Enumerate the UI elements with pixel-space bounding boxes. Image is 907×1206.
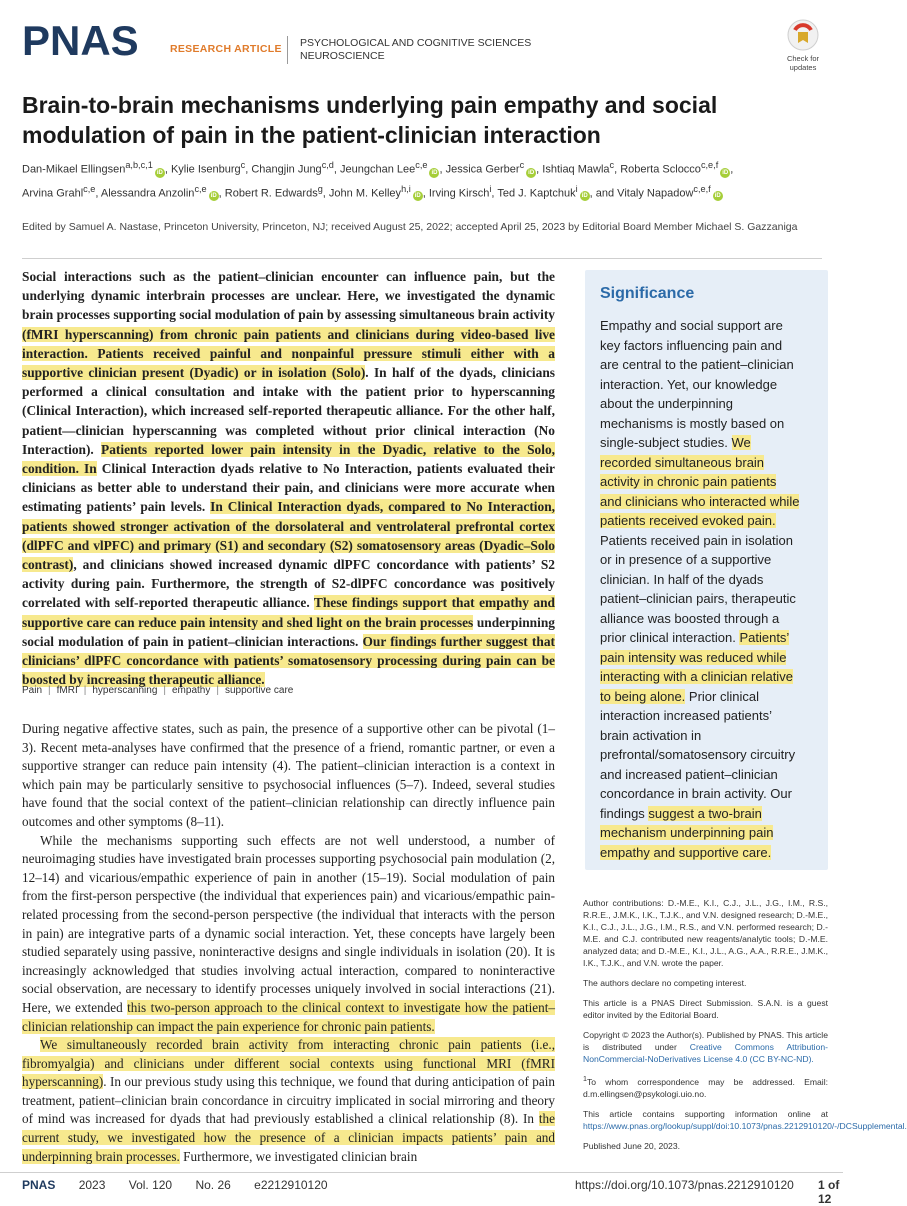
body-highlight: the current study, we investigated how the presence of a clinician impacts patients’ pain and underpinning brain processes. (22, 1111, 555, 1164)
orcid-icon[interactable]: iD (431, 169, 438, 176)
editor-info: Edited by Samuel A. Nastase, Princeton University, Princeton, NJ; received August 25, 2022; accepted April 25, 2023 by Editorial Board Member Michael S. Gazzaniga (22, 221, 798, 233)
footer-volume: Vol. 120 (128, 1178, 173, 1192)
significance-text (600, 316, 800, 862)
affiliation-marks: a,b,c,1 (125, 160, 153, 170)
abstract-highlight: In Clinical Interaction dyads, compared to No Interaction, patients showed stronger activation of the dorsolateral and ventrolateral prefrontal cortex (dlPFC and vlPFC) and primary (S1) and secondary (S2) somatosensory areas (Dyadic–Solo contrast) (22, 499, 555, 573)
keyword[interactable]: empathy (172, 685, 211, 696)
keyword[interactable]: hyperscanning (92, 685, 158, 696)
author-name[interactable]: , Ishtiaq Mawla (536, 163, 610, 176)
body-highlight: We simultaneously recorded brain activity from interacting chronic pain patients (i.e., fibromyalgia) and clinicians under different social contexts using functional MRI (fMRI hyperscanning) (22, 1037, 555, 1090)
abstract-highlight: These findings support that empathy and supportive care can reduce pain intensity and shed light on the brain processes (22, 595, 555, 630)
author-name[interactable]: , Changjin Jung (245, 163, 322, 176)
affiliation-marks: c,e,f (700, 160, 719, 170)
article-title (22, 90, 822, 150)
affiliation-marks: i (575, 183, 578, 194)
supporting-info (583, 1108, 907, 1132)
significance-highlight: suggest a two-brain mechanism underpinning pain empathy and supportive care. (600, 805, 774, 860)
published-date: Published June 20, 2023. (583, 1140, 680, 1151)
affiliation-marks: h,i (401, 183, 411, 194)
header-rule (22, 258, 822, 259)
article-type: RESEARCH ARTICLE (170, 43, 282, 55)
submission-note: This article is a PNAS Direct Submission. S.A.N. is a guest editor invited by the Editorial Board. (583, 998, 828, 1020)
abstract-highlight: (fMRI hyperscanning) from chronic pain patients and clinicians during video-based live interaction. Patients received painful and nonpainful pressure stimuli either with a supportive clinician present (Dyadic) or in isolation (Solo) (22, 326, 555, 381)
author-name[interactable]: , Kylie Isenburg (164, 163, 241, 176)
orcid-icon[interactable]: iD (714, 193, 721, 200)
header-divider (287, 36, 288, 64)
author-name[interactable]: , and Vitaly Napadow (589, 187, 694, 200)
supporting-info-text: This article contains supporting information online at (583, 1108, 828, 1119)
journal-logo: PNAS (22, 17, 139, 64)
abstract-text: Clinical Interaction dyads relative to No Interaction, patients evaluated their clinicians as better able to understand their pain, and clinicians were more accurate when estimating patients’ pain levels. (22, 461, 556, 515)
orcid-icon[interactable]: iD (528, 169, 535, 176)
check-for-updates-button[interactable] (782, 18, 824, 72)
significance-highlight: We recorded simultaneous brain activity in chronic pain patients and clinicians who interacted while patients received evoked pain. (600, 435, 800, 528)
abstract (22, 267, 555, 689)
correspondence-text: To whom correspondence may be addressed. Email: d.m.ellingsen@psykologi.uio.no. (583, 1076, 828, 1099)
subject-categories (300, 37, 531, 63)
page-footer (22, 1178, 842, 1206)
paragraph: During negative affective states, such as pain, the presence of a supportive other can be pivotal (1–3). Recent meta-analyses have confirmed that the presence of a friend, romantic partner, or even a supportive stranger can reduce pain intensity (4). The patient–clinician interaction is a context in which pain may be particularly sensitive to psychosocial influences (5–7). Indeed, several studies have found that the social context of the patient–clinician relationship can directly influence pain outcomes and other symptoms (8–11). (22, 721, 555, 829)
body-text (22, 720, 555, 1166)
author-name[interactable]: Dan-Mikael Ellingsen (22, 163, 126, 176)
affiliation-marks: c (609, 160, 615, 170)
paragraph-text: While the mechanisms supporting such effects are not well understood, a number of neuroimaging studies have investigated brain processes supporting psychosocial pain modulation (2, 12–14) and vicarious/empathic experience of pain in another (15–19). Social modulation of pain from the first-person perspective (the individual that experiences pain) and vicarious/empathic pain-related processing from the second-person perspective (the individual that interacts with the person in pain) are integrative parts of a dynamic social interaction. Yet, these concepts have largely been studied separately using passive, noninteractive designs and single individuals in isolation (20). It is increasingly acknowledged that studies involving actual interaction, compared to noninteractive social observation, are necessary to identify processes uniquely involved in social interactions (21). Here, we extended (22, 832, 555, 1015)
correspondence-mark: 1 (583, 1075, 587, 1083)
orcid-icon[interactable]: iD (210, 193, 217, 200)
author-name[interactable]: , Robert R. Edwards (218, 187, 318, 200)
supplemental-link[interactable]: https://www.pnas.org/lookup/suppl/doi:10.1073/pnas.2212910120/-/DCSupplemental. (583, 1120, 907, 1131)
footer-rule (0, 1172, 843, 1173)
author-name[interactable]: , Jessica Gerber (439, 163, 520, 176)
footer-doi-link[interactable]: https://doi.org/10.1073/pnas.2212910120 (575, 1178, 794, 1192)
author-name[interactable]: , Ted J. Kaptchuk (491, 187, 576, 200)
affiliation-marks: c,e,f (693, 183, 711, 194)
title-line-1: Brain-to-brain mechanisms underlying pain empathy and social (22, 92, 718, 118)
author-name[interactable]: , Roberta Sclocco (614, 163, 701, 176)
title-line-2: modulation of pain in the patient-clinician interaction (22, 122, 601, 148)
keywords: Pain | fMRI | hyperscanning | empathy | supportive care (22, 685, 294, 696)
body-highlight: this two-person approach to the clinical context to investigate how the patient–clinician relationship can impact the pain experience for chronic pain patients. (22, 999, 555, 1034)
paragraph-text: . In our previous study using this technique, we found that during anticipation of pain treatment, patient–clinician brain concordance in circuitry implicated in social mirroring and theory of mind was increased for dyads that had previously established a clinical relationship (8). In (22, 1074, 555, 1127)
footer-journal: PNAS (22, 1178, 56, 1192)
affiliation-marks: c,e (415, 160, 428, 170)
orcid-icon[interactable]: iD (156, 169, 163, 176)
abstract-highlight: Our findings further suggest that clinicians’ dlPFC concordance with patients’ somatosensory processing during pain can be boosted by increasing therapeutic alliance. (22, 633, 555, 688)
abstract-text: , and clinicians showed increased dynamic dlPFC concordance with patients’ S2 activity during pain. Furthermore, the strength of S2-dlPFC concordance was positively correlated with self-reported therapeutic alliance. (22, 557, 555, 611)
affiliation-marks: c (240, 160, 246, 170)
author-name[interactable]: Arvina Grahl (22, 187, 84, 200)
footer-page-number: 1 of 12 (818, 1178, 840, 1206)
author-name[interactable]: , Jeungchan Lee (333, 163, 416, 176)
side-notes (583, 897, 907, 1160)
significance-text-part: Empathy and social support are key factors influencing pain and are central to the patient–clinician interaction. Yet, our knowledge about the underpinning mechanisms is mostly based on single-subject studies. (600, 318, 794, 450)
keyword[interactable]: supportive care (224, 685, 294, 696)
author-contributions: Author contributions: D.-M.E., K.I., C.J., J.L., J.G., I.M., R.S., R.R.E., J.M.K., I.K., T.J.K., and V.N. designed research; D.-M.E., K.I., C.J., J.L., J.G., I.M., R.S., and V.N. performed research; D.-M.E. and C.J. contributed new reagents/analytic tools; D.-M.E. analyzed data; and D.-M.E., K.I., J.L., A.G., A.A., R.R.E., J.M.K., I.K., T.J.K., and V.N. wrote the paper. (583, 898, 829, 968)
competing-interest: The authors declare no competing interest. (583, 978, 747, 988)
check-updates-icon (786, 18, 820, 52)
significance-text-part: Prior clinical interaction increased patients’ brain activation in prefrontal/somatosensory circuitry and increased patient–clinician concordance in brain activity. Our findings (600, 688, 796, 821)
abstract-text: Social interactions such as the patient–clinician encounter can influence pain, but the underlying dynamic interbrain processes are unclear. Here, we investigated the dynamic brain processes supporting social modulation of pain by assessing simultaneous brain activity (22, 269, 555, 323)
footer-number: No. 26 (195, 1178, 231, 1192)
significance-text-part: Patients received pain in isolation or in presence of a supportive clinician. In half of the dyads patient–clinician pairs, therapeutic alliance was boosted through a prior clinical interaction. (600, 532, 796, 645)
affiliation-marks: g (317, 183, 323, 194)
footer-article-id: e2212910120 (254, 1178, 328, 1192)
affiliation-marks: c,e (83, 183, 96, 194)
author-name[interactable]: , Irving Kirsch (422, 187, 490, 200)
orcid-icon[interactable]: iD (722, 169, 729, 176)
abstract-text: underpinning social modulation of pain in patient–clinician interactions. (22, 614, 555, 649)
abstract-text: . In half of the dyads, clinicians performed a clinical consultation and intake with the patient prior to hyperscanning (Clinical Interaction), which increased self-reported therapeutic alliance. For the other half, patient—clinician hyperscanning was completed without prior clinical interaction (No Interaction). (22, 365, 555, 457)
author-name[interactable]: , Alessandra Anzolin (95, 187, 195, 200)
check-updates-label-1: Check for (786, 54, 820, 63)
significance-highlight: Patients’ pain intensity was reduced while interacting with a clinician relative to being alone. (600, 630, 793, 704)
affiliation-marks: c,d (321, 160, 334, 170)
abstract-highlight: Patients reported lower pain intensity in the Dyadic, relative to the Solo, condition. In (22, 441, 555, 477)
affiliation-marks: c (519, 160, 525, 170)
license-link[interactable]: Creative Commons Attribution-NonCommercial-NoDerivatives License 4.0 (CC BY-NC-ND). (583, 1042, 829, 1064)
subject-1: PSYCHOLOGICAL AND COGNITIVE SCIENCES (300, 37, 532, 49)
affiliation-marks: i (489, 183, 492, 194)
affiliation-marks: c,e (194, 183, 207, 194)
copyright-text: Copyright © 2023 the Author(s). Published by PNAS. This article is distributed under (583, 1030, 828, 1052)
orcid-icon[interactable]: iD (414, 193, 421, 200)
keyword[interactable]: fMRI (56, 685, 78, 696)
paragraph (22, 832, 555, 1037)
copyright (583, 1029, 828, 1065)
paragraph (22, 1036, 555, 1166)
author-list: Dan-Mikael Ellingsen$^{a,b,c,1}$iD , Kylie Isenburg$^c$, Changjin Jung$^{c,d}$, Jeungchan Lee$^{c,e}$iD , Jessica Gerber$^c$iD , Ishtiaq Mawla$^c$, Roberta Sclocco$^{c,e,f}$iD , Arvina Grahl$^{c,e}$, Alessandra Anzolin$^{c,e}$iD , Robert R. Edwards$^g$, John M. Kelley$^{h,i}$iD , Irving Kirsch$^i$, Ted J. Kaptchuk$^i$iD , and Vitaly Napadow$^{c,e,f}$iD (22, 160, 734, 200)
check-updates-label-2: updates (789, 63, 817, 72)
author-name[interactable]: , John M. Kelley (322, 187, 402, 200)
significance-heading: Significance (600, 285, 695, 302)
correspondence (583, 1073, 828, 1100)
subject-2: NEUROSCIENCE (300, 50, 385, 62)
orcid-icon[interactable]: iD (581, 193, 588, 200)
keyword[interactable]: Pain (22, 685, 43, 696)
paragraph-text: Furthermore, we investigated clinician brain (179, 1148, 418, 1164)
footer-year: 2023 (78, 1178, 106, 1192)
